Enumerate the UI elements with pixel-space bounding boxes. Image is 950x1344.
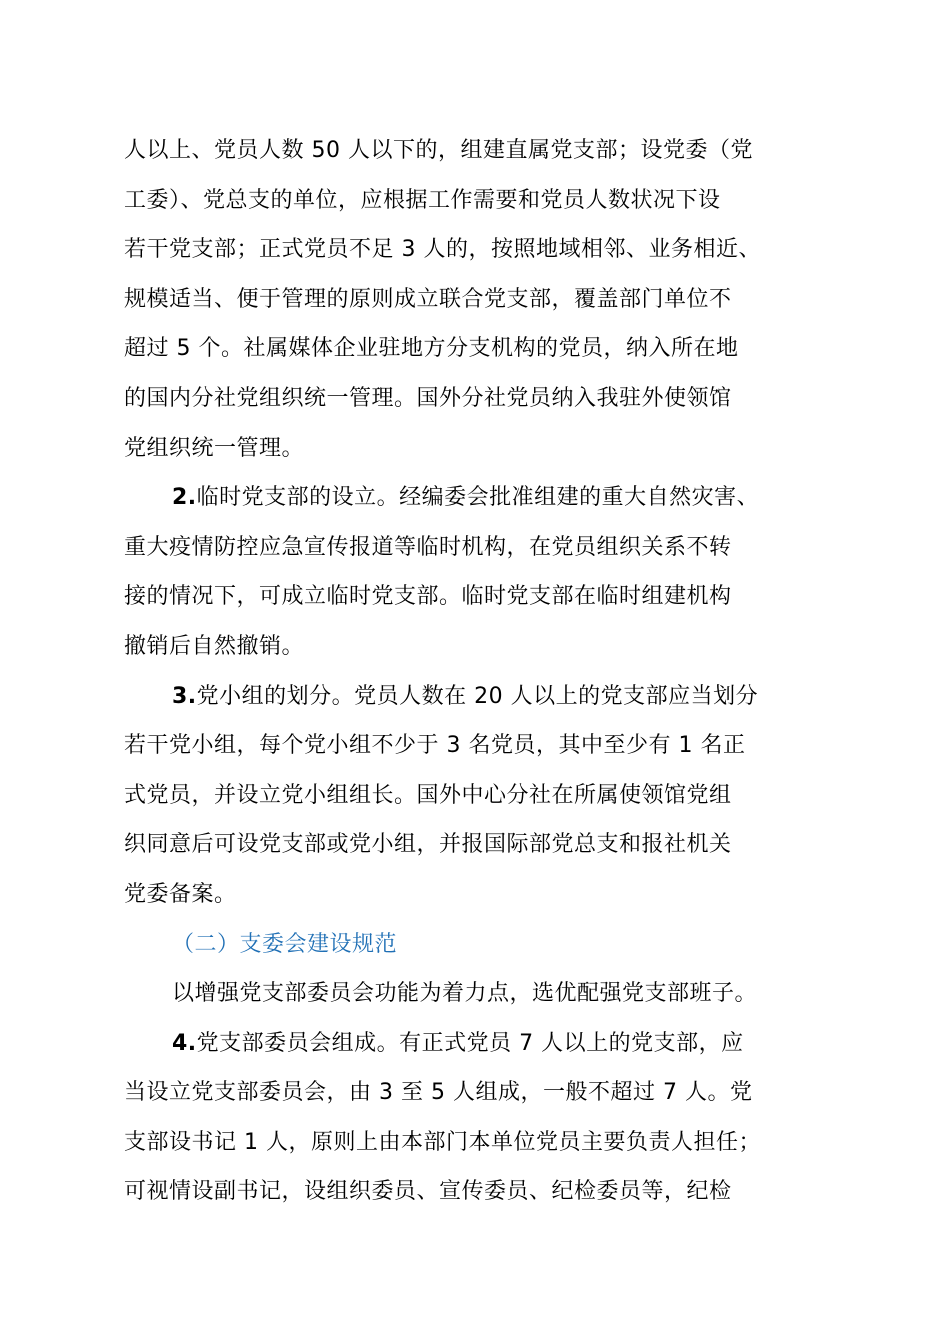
item-number: 2. (172, 485, 197, 511)
item-number: 4. (172, 1030, 197, 1056)
paragraph-line: 规模适当、便于管理的原则成立联合党支部，覆盖部门单位不 (124, 286, 732, 312)
paragraph-line: 党委备案。 (124, 881, 237, 907)
paragraph-line-text: 临时党支部的设立。经编委会批准组建的重大自然灾害、 (196, 485, 760, 511)
paragraph-1 (124, 126, 844, 473)
item-number: 3. (172, 683, 197, 709)
paragraph-3 (124, 672, 844, 920)
paragraph-line: 式党员，并设立党小组组长。国外中心分社在所属使领馆党组 (124, 782, 732, 808)
paragraph-line: 超过 5 个。社属媒体企业驻地方分支机构的党员，纳入所在地 (124, 336, 739, 362)
document-body (124, 126, 844, 1217)
paragraph-2 (124, 473, 844, 671)
paragraph-line-text: 党支部委员会组成。有正式党员 7 人以上的党支部，应 (196, 1030, 744, 1056)
paragraph-first-line (124, 473, 844, 523)
paragraph-line: 若干党支部；正式党员不足 3 人的，按照地域相邻、业务相近、 (124, 237, 761, 263)
paragraph-line: 党组织统一管理。 (124, 435, 305, 461)
paragraph-line: 当设立党支部委员会，由 3 至 5 人组成，一般不超过 7 人。党 (124, 1080, 753, 1106)
paragraph-line: 工委）、党总支的单位，应根据工作需要和党员人数状况下设 (124, 187, 721, 213)
paragraph-4 (124, 1019, 844, 1217)
paragraph-line: 接的情况下，可成立临时党支部。临时党支部在临时组建机构 (124, 584, 732, 610)
paragraph-line: 织同意后可设党支部或党小组，并报国际部党总支和报社机关 (124, 832, 732, 858)
paragraph-line: 重大疫情防控应急宣传报道等临时机构，在党员组织关系不转 (124, 534, 732, 560)
paragraph-line: 人以上、党员人数 50 人以下的，组建直属党支部；设党委（党 (124, 138, 753, 163)
paragraph-line: 撤销后自然撤销。 (124, 633, 305, 659)
paragraph-line: 若干党小组，每个党小组不少于 3 名党员，其中至少有 1 名正 (124, 733, 746, 759)
paragraph-line: 可视情设副书记，设组织委员、宣传委员、纪检委员等，纪检 (124, 1179, 732, 1205)
paragraph-intro: 以增强党支部委员会功能为着力点，选优配强党支部班子。 (172, 981, 758, 1007)
paragraph-first-line (124, 1019, 844, 1069)
paragraph-line-text: 党小组的划分。党员人数在 20 人以上的党支部应当划分 (196, 683, 759, 709)
paragraph-line: 的国内分社党组织统一管理。国外分社党员纳入我驻外使领馆 (124, 385, 732, 411)
paragraph-line: 支部设书记 1 人，原则上由本部门本单位党员主要负责人担任； (124, 1129, 761, 1155)
section-heading: （二）支委会建设规范 (172, 931, 398, 957)
paragraph-first-line (124, 672, 844, 722)
